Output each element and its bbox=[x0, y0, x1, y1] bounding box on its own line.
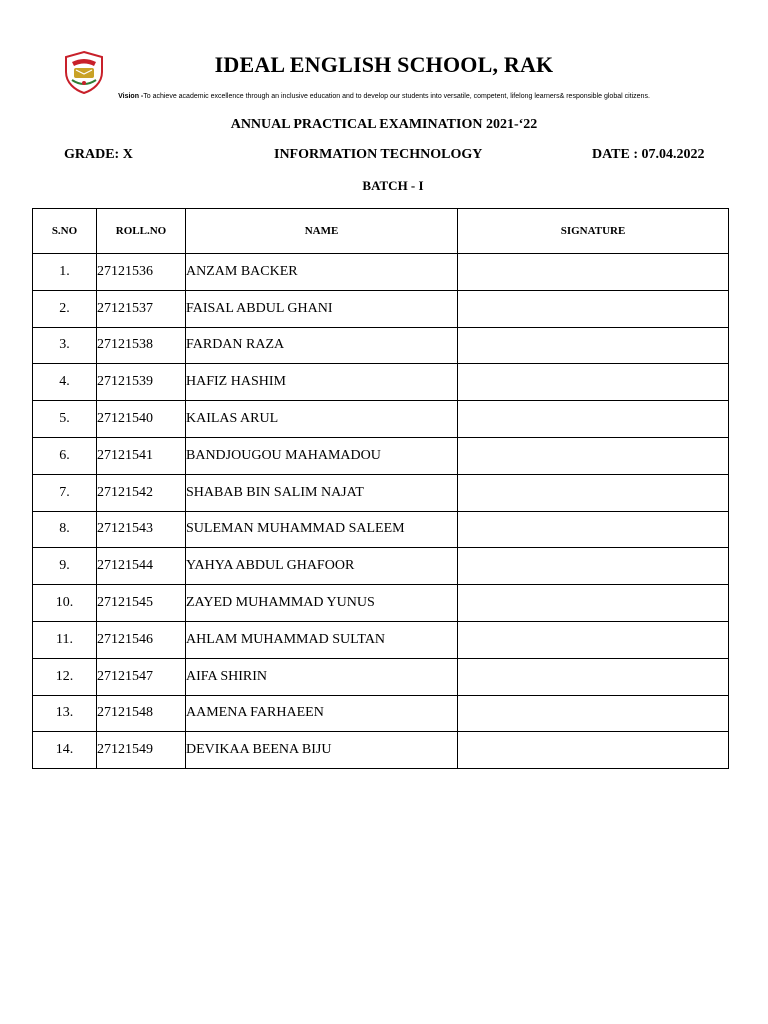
table-row bbox=[33, 474, 729, 511]
student-name-cell: KAILAS ARUL bbox=[186, 401, 458, 438]
sno-cell: 12. bbox=[33, 658, 97, 695]
sno-cell: 6. bbox=[33, 437, 97, 474]
signature-cell bbox=[458, 364, 729, 401]
sno-cell: 2. bbox=[33, 290, 97, 327]
roll-number-cell: 27121539 bbox=[97, 364, 186, 401]
signature-cell bbox=[458, 585, 729, 622]
signature-cell bbox=[458, 254, 729, 291]
table-header-row bbox=[33, 209, 729, 254]
signature-cell bbox=[458, 474, 729, 511]
table-row bbox=[33, 548, 729, 585]
signature-cell bbox=[458, 732, 729, 769]
exam-title: ANNUAL PRACTICAL EXAMINATION 2021-‘22 bbox=[230, 117, 538, 132]
grade-label: GRADE: X bbox=[64, 147, 133, 162]
student-name-cell: DEVIKAA BEENA BIJU bbox=[186, 732, 458, 769]
student-name-cell: AHLAM MUHAMMAD SULTAN bbox=[186, 621, 458, 658]
column-header-rollno: ROLL.NO bbox=[97, 209, 186, 254]
school-name: IDEAL ENGLISH SCHOOL, RAK bbox=[214, 52, 554, 77]
student-name-cell: ANZAM BACKER bbox=[186, 254, 458, 291]
sno-cell: 14. bbox=[33, 732, 97, 769]
roll-number-cell: 27121546 bbox=[97, 621, 186, 658]
signature-cell bbox=[458, 621, 729, 658]
roll-number-cell: 27121544 bbox=[97, 548, 186, 585]
student-name-cell: FARDAN RAZA bbox=[186, 327, 458, 364]
signature-cell bbox=[458, 695, 729, 732]
roll-number-cell: 27121538 bbox=[97, 327, 186, 364]
roll-number-cell: 27121549 bbox=[97, 732, 186, 769]
table-row bbox=[33, 585, 729, 622]
column-header-name: NAME bbox=[186, 209, 458, 254]
student-name-cell: BANDJOUGOU MAHAMADOU bbox=[186, 437, 458, 474]
student-name-cell: SHABAB BIN SALIM NAJAT bbox=[186, 474, 458, 511]
sno-cell: 4. bbox=[33, 364, 97, 401]
table-row bbox=[33, 364, 729, 401]
roll-number-cell: 27121545 bbox=[97, 585, 186, 622]
roll-number-cell: 27121536 bbox=[97, 254, 186, 291]
signature-cell bbox=[458, 290, 729, 327]
vision-label: Vision - bbox=[118, 93, 144, 100]
roll-number-cell: 27121548 bbox=[97, 695, 186, 732]
sno-cell: 13. bbox=[33, 695, 97, 732]
sno-cell: 11. bbox=[33, 621, 97, 658]
student-name-cell: HAFIZ HASHIM bbox=[186, 364, 458, 401]
student-name-cell: AIFA SHIRIN bbox=[186, 658, 458, 695]
sno-cell: 1. bbox=[33, 254, 97, 291]
table-row bbox=[33, 695, 729, 732]
sno-cell: 3. bbox=[33, 327, 97, 364]
table-row bbox=[33, 290, 729, 327]
student-name-cell: ZAYED MUHAMMAD YUNUS bbox=[186, 585, 458, 622]
table-row bbox=[33, 327, 729, 364]
sno-cell: 9. bbox=[33, 548, 97, 585]
signature-cell bbox=[458, 548, 729, 585]
signature-cell bbox=[458, 511, 729, 548]
signature-cell bbox=[458, 437, 729, 474]
date-label: DATE : 07.04.2022 bbox=[592, 147, 705, 162]
batch-label: BATCH - I bbox=[362, 178, 424, 193]
student-name-cell: FAISAL ABDUL GHANI bbox=[186, 290, 458, 327]
student-name-cell: YAHYA ABDUL GHAFOOR bbox=[186, 548, 458, 585]
roll-number-cell: 27121547 bbox=[97, 658, 186, 695]
table-row bbox=[33, 511, 729, 548]
table-row bbox=[33, 658, 729, 695]
vision-text: To achieve academic excellence through an inclusive education and to develop our students into versatile, competent, lifelong learners& responsible global citizens. bbox=[143, 93, 650, 100]
signature-cell bbox=[458, 401, 729, 438]
column-header-signature: SIGNATURE bbox=[458, 209, 729, 254]
signature-cell bbox=[458, 327, 729, 364]
subject-label: INFORMATION TECHNOLOGY bbox=[274, 147, 483, 162]
student-name-cell: SULEMAN MUHAMMAD SALEEM bbox=[186, 511, 458, 548]
sno-cell: 10. bbox=[33, 585, 97, 622]
table-row bbox=[33, 732, 729, 769]
table-row bbox=[33, 254, 729, 291]
signature-cell bbox=[458, 658, 729, 695]
student-roster-table bbox=[32, 208, 729, 769]
sno-cell: 8. bbox=[33, 511, 97, 548]
sno-cell: 5. bbox=[33, 401, 97, 438]
table-row bbox=[33, 401, 729, 438]
column-header-sno: S.NO bbox=[33, 209, 97, 254]
roll-number-cell: 27121542 bbox=[97, 474, 186, 511]
vision-statement bbox=[0, 93, 768, 100]
student-name-cell: AAMENA FARHAEEN bbox=[186, 695, 458, 732]
roll-number-cell: 27121540 bbox=[97, 401, 186, 438]
sno-cell: 7. bbox=[33, 474, 97, 511]
roll-number-cell: 27121541 bbox=[97, 437, 186, 474]
roll-number-cell: 27121543 bbox=[97, 511, 186, 548]
table-row bbox=[33, 621, 729, 658]
roll-number-cell: 27121537 bbox=[97, 290, 186, 327]
table-row bbox=[33, 437, 729, 474]
